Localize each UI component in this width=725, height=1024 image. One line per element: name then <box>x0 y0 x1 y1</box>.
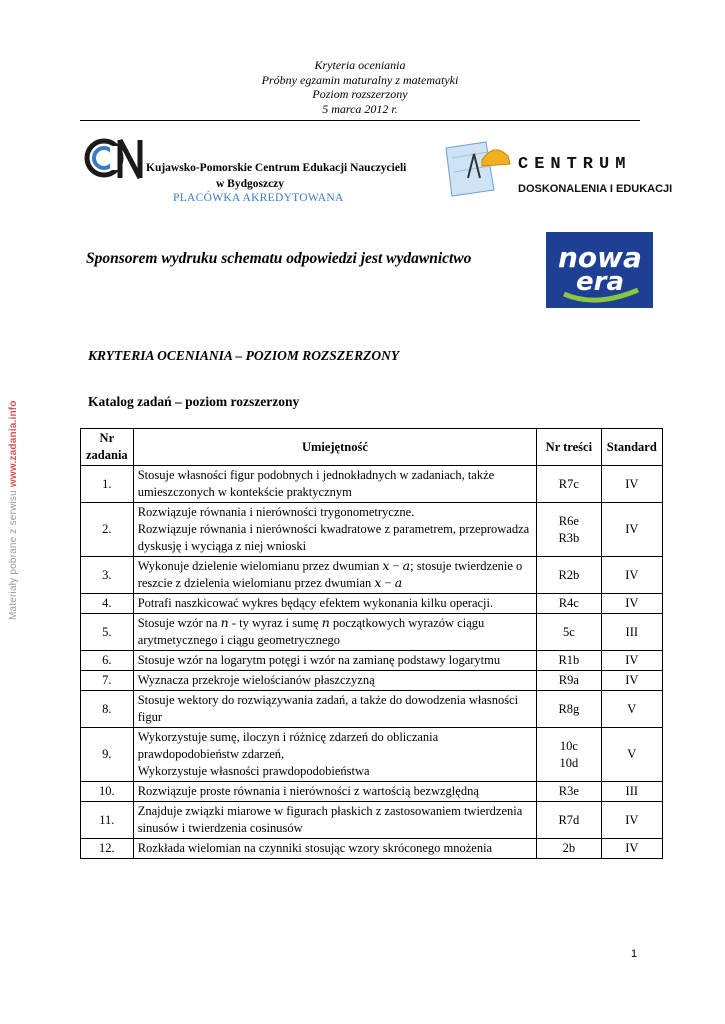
table-header-row <box>81 429 663 466</box>
standard-text: IV <box>625 673 639 687</box>
content-ref-text: 2b <box>562 841 576 855</box>
content-ref-text: R3b <box>558 530 580 545</box>
table-row <box>81 557 663 594</box>
task-number <box>81 594 134 614</box>
standard-text: IV <box>625 812 639 827</box>
task-skill <box>133 594 536 614</box>
task-skill <box>133 839 536 859</box>
task-number <box>81 671 134 691</box>
table-row <box>81 839 663 859</box>
header-standard: Standard <box>601 429 662 466</box>
task-standard <box>601 557 662 594</box>
cen-city: w Bydgoszczy <box>216 178 285 190</box>
skill-text: Stosuje wzór na 𝑛 - ty wyraz i sumę 𝑛 początkowych wyrazów ciągu arytmetycznego i ciągu geometrycznego <box>137 616 485 647</box>
watermark-site[interactable]: www.zadania.info <box>8 400 19 488</box>
skill-text: Wyznacza przekroje wielościanów płaszczyzną <box>137 673 375 687</box>
task-standard <box>601 594 662 614</box>
task-content-ref <box>537 614 601 651</box>
watermark-prefix: Materiały pobrane z serwisu <box>8 487 19 620</box>
task-catalog-table <box>80 428 663 859</box>
skill-text: Rozwiązuje proste równania i nierówności z wartością bezwzględną <box>137 784 479 798</box>
standard-text: III <box>625 624 639 639</box>
content-ref-text: R7d <box>558 812 580 827</box>
task-skill <box>133 802 536 839</box>
skill-text: Potrafi naszkicować wykres będący efektem wykonania kilku operacji. <box>137 596 494 610</box>
table-row <box>81 503 663 557</box>
table-row <box>81 594 663 614</box>
task-standard <box>601 614 662 651</box>
task-skill <box>133 614 536 651</box>
standard-text: IV <box>625 567 639 582</box>
task-number <box>81 651 134 671</box>
skill-text: Stosuje własności figur podobnych i jednokładnych w zadaniach, także umieszczonych w kontekście praktycznym <box>137 468 495 499</box>
header-line-2: Próbny egzamin maturalny z matematyki <box>261 72 459 87</box>
task-standard <box>601 466 662 503</box>
task-number-text: 10. <box>99 784 115 798</box>
content-ref-text: 10d <box>559 755 579 770</box>
table-row <box>81 782 663 802</box>
nowa-era-line1: nowa <box>558 241 642 274</box>
skill-text: Wykonuje dzielenie wielomianu przez dwumian 𝑥 − 𝑎; stosuje twierdzenie o reszcie z dzielenia wielomianu przez dwumian 𝑥 − 𝑎 <box>137 559 523 590</box>
page-number: 1 <box>631 948 638 960</box>
nowa-era-line2: era <box>576 267 625 297</box>
task-number <box>81 728 134 782</box>
content-ref-text: R9a <box>558 673 579 687</box>
standard-text: IV <box>625 522 639 536</box>
svg-text:CENTRUM: CENTRUM <box>518 155 632 174</box>
task-number-text: 6. <box>102 653 112 667</box>
cen-name: Kujawsko-Pomorskie Centrum Edukacji Nauczycieli <box>146 162 407 174</box>
content-ref-text: 10c <box>559 738 578 753</box>
skill-text: Rozwiązuje równania i nierówności trygonometryczne. <box>137 505 415 519</box>
skill-text: Stosuje wektory do rozwiązywania zadań, a także do dowodzenia własności figur <box>137 693 519 724</box>
task-number-text: 5. <box>102 624 112 639</box>
content-ref-text: 5c <box>562 624 575 639</box>
header-line-3: Poziom rozszerzony <box>312 87 408 101</box>
task-standard <box>601 503 662 557</box>
table-row <box>81 728 663 782</box>
table-row <box>81 614 663 651</box>
content-ref-text: R8g <box>558 701 580 716</box>
task-number <box>81 466 134 503</box>
task-number <box>81 557 134 594</box>
skill-text: Rozkłada wielomian na czynniki stosując wzory skróconego mnożenia <box>137 841 493 855</box>
task-standard <box>601 782 662 802</box>
skill-text: Rozwiązuje równania i nierówności kwadratowe z parametrem, przeprowadza dyskusję i wyciąga z niej wnioski <box>137 522 530 553</box>
task-number-text: 11. <box>99 812 115 827</box>
task-content-ref <box>537 782 601 802</box>
skill-text: Stosuje wzór na logarytm potęgi i wzór na zamianę podstawy logarytmu <box>137 653 501 667</box>
task-number <box>81 802 134 839</box>
standard-text: III <box>625 784 639 798</box>
centrum-logo-icon <box>438 138 673 202</box>
task-content-ref <box>537 839 601 859</box>
task-number-text: 3. <box>102 567 112 582</box>
document-header <box>80 58 640 116</box>
section-title: KRYTERIA OCENIANIA – POZIOM ROZSZERZONY <box>88 348 400 363</box>
task-standard <box>601 802 662 839</box>
table-row <box>81 651 663 671</box>
skill-text: Wykorzystuje sumę, iloczyn i różnicę zdarzeń do obliczania prawdopodobieństw zdarzeń, <box>137 730 439 761</box>
task-number-text: 1. <box>102 476 112 491</box>
content-ref-text: R3e <box>558 784 579 798</box>
task-number-text: 2. <box>102 522 112 536</box>
header-skill: Umiejętność <box>133 429 536 466</box>
skill-text: Znajduje związki miarowe w figurach płaskich z zastosowaniem twierdzenia sinusów i twierdzenia cosinusów <box>137 804 523 835</box>
task-standard <box>601 671 662 691</box>
task-skill <box>133 671 536 691</box>
task-number <box>81 839 134 859</box>
task-content-ref <box>537 651 601 671</box>
task-content-ref <box>537 466 601 503</box>
cen-institution <box>146 160 406 192</box>
side-watermark <box>8 375 26 620</box>
task-content-ref <box>537 728 601 782</box>
table-row <box>81 671 663 691</box>
task-skill <box>133 466 536 503</box>
task-skill <box>133 782 536 802</box>
nowa-era-logo-icon <box>546 232 653 308</box>
task-content-ref <box>537 503 601 557</box>
cen-logo-icon <box>84 134 146 184</box>
task-standard <box>601 691 662 728</box>
standard-text: IV <box>625 476 639 491</box>
catalog-title: Katalog zadań – poziom rozszerzony <box>88 394 300 409</box>
table-row <box>81 691 663 728</box>
header-line-4: 5 marca 2012 r. <box>322 101 398 116</box>
standard-text: IV <box>625 841 639 855</box>
table-row <box>81 466 663 503</box>
task-number-text: 9. <box>102 747 112 761</box>
task-content-ref <box>537 691 601 728</box>
content-ref-text: R2b <box>558 567 580 582</box>
content-ref-text: R6e <box>558 513 579 528</box>
task-number-text: 7. <box>102 673 112 687</box>
svg-text:DOSKONALENIA I EDUKACJI: DOSKONALENIA I EDUKACJI <box>518 183 673 195</box>
task-standard <box>601 651 662 671</box>
standard-text: IV <box>625 596 639 610</box>
task-content-ref <box>537 557 601 594</box>
task-number-text: 8. <box>102 701 112 716</box>
task-content-ref <box>537 671 601 691</box>
content-ref-text: R1b <box>558 653 580 667</box>
task-content-ref <box>537 594 601 614</box>
content-ref-text: R7c <box>558 476 579 491</box>
table-row <box>81 802 663 839</box>
task-skill <box>133 557 536 594</box>
standard-text: V <box>627 747 637 761</box>
skill-text: Wykorzystuje własności prawdopodobieństwa <box>137 764 370 778</box>
task-number <box>81 614 134 651</box>
standard-text: V <box>627 701 637 716</box>
task-number <box>81 503 134 557</box>
task-standard <box>601 728 662 782</box>
task-skill <box>133 691 536 728</box>
content-ref-text: R4c <box>558 596 579 610</box>
standard-text: IV <box>625 653 639 667</box>
header-divider <box>80 120 640 121</box>
sponsor-text: Sponsorem wydruku schematu odpowiedzi jest wydawnictwo <box>86 250 472 267</box>
task-number-text: 4. <box>102 596 112 610</box>
task-skill <box>133 651 536 671</box>
task-standard <box>601 839 662 859</box>
task-number <box>81 782 134 802</box>
task-skill <box>133 728 536 782</box>
cen-accreditation: PLACÓWKA AKREDYTOWANA <box>173 192 344 204</box>
task-content-ref <box>537 802 601 839</box>
task-number-text: 12. <box>99 841 115 855</box>
task-number <box>81 691 134 728</box>
header-nr: Nr zadania <box>81 429 134 466</box>
header-line-1: Kryteria oceniania <box>314 58 406 72</box>
task-skill <box>133 503 536 557</box>
header-ref: Nr treści <box>537 429 601 466</box>
